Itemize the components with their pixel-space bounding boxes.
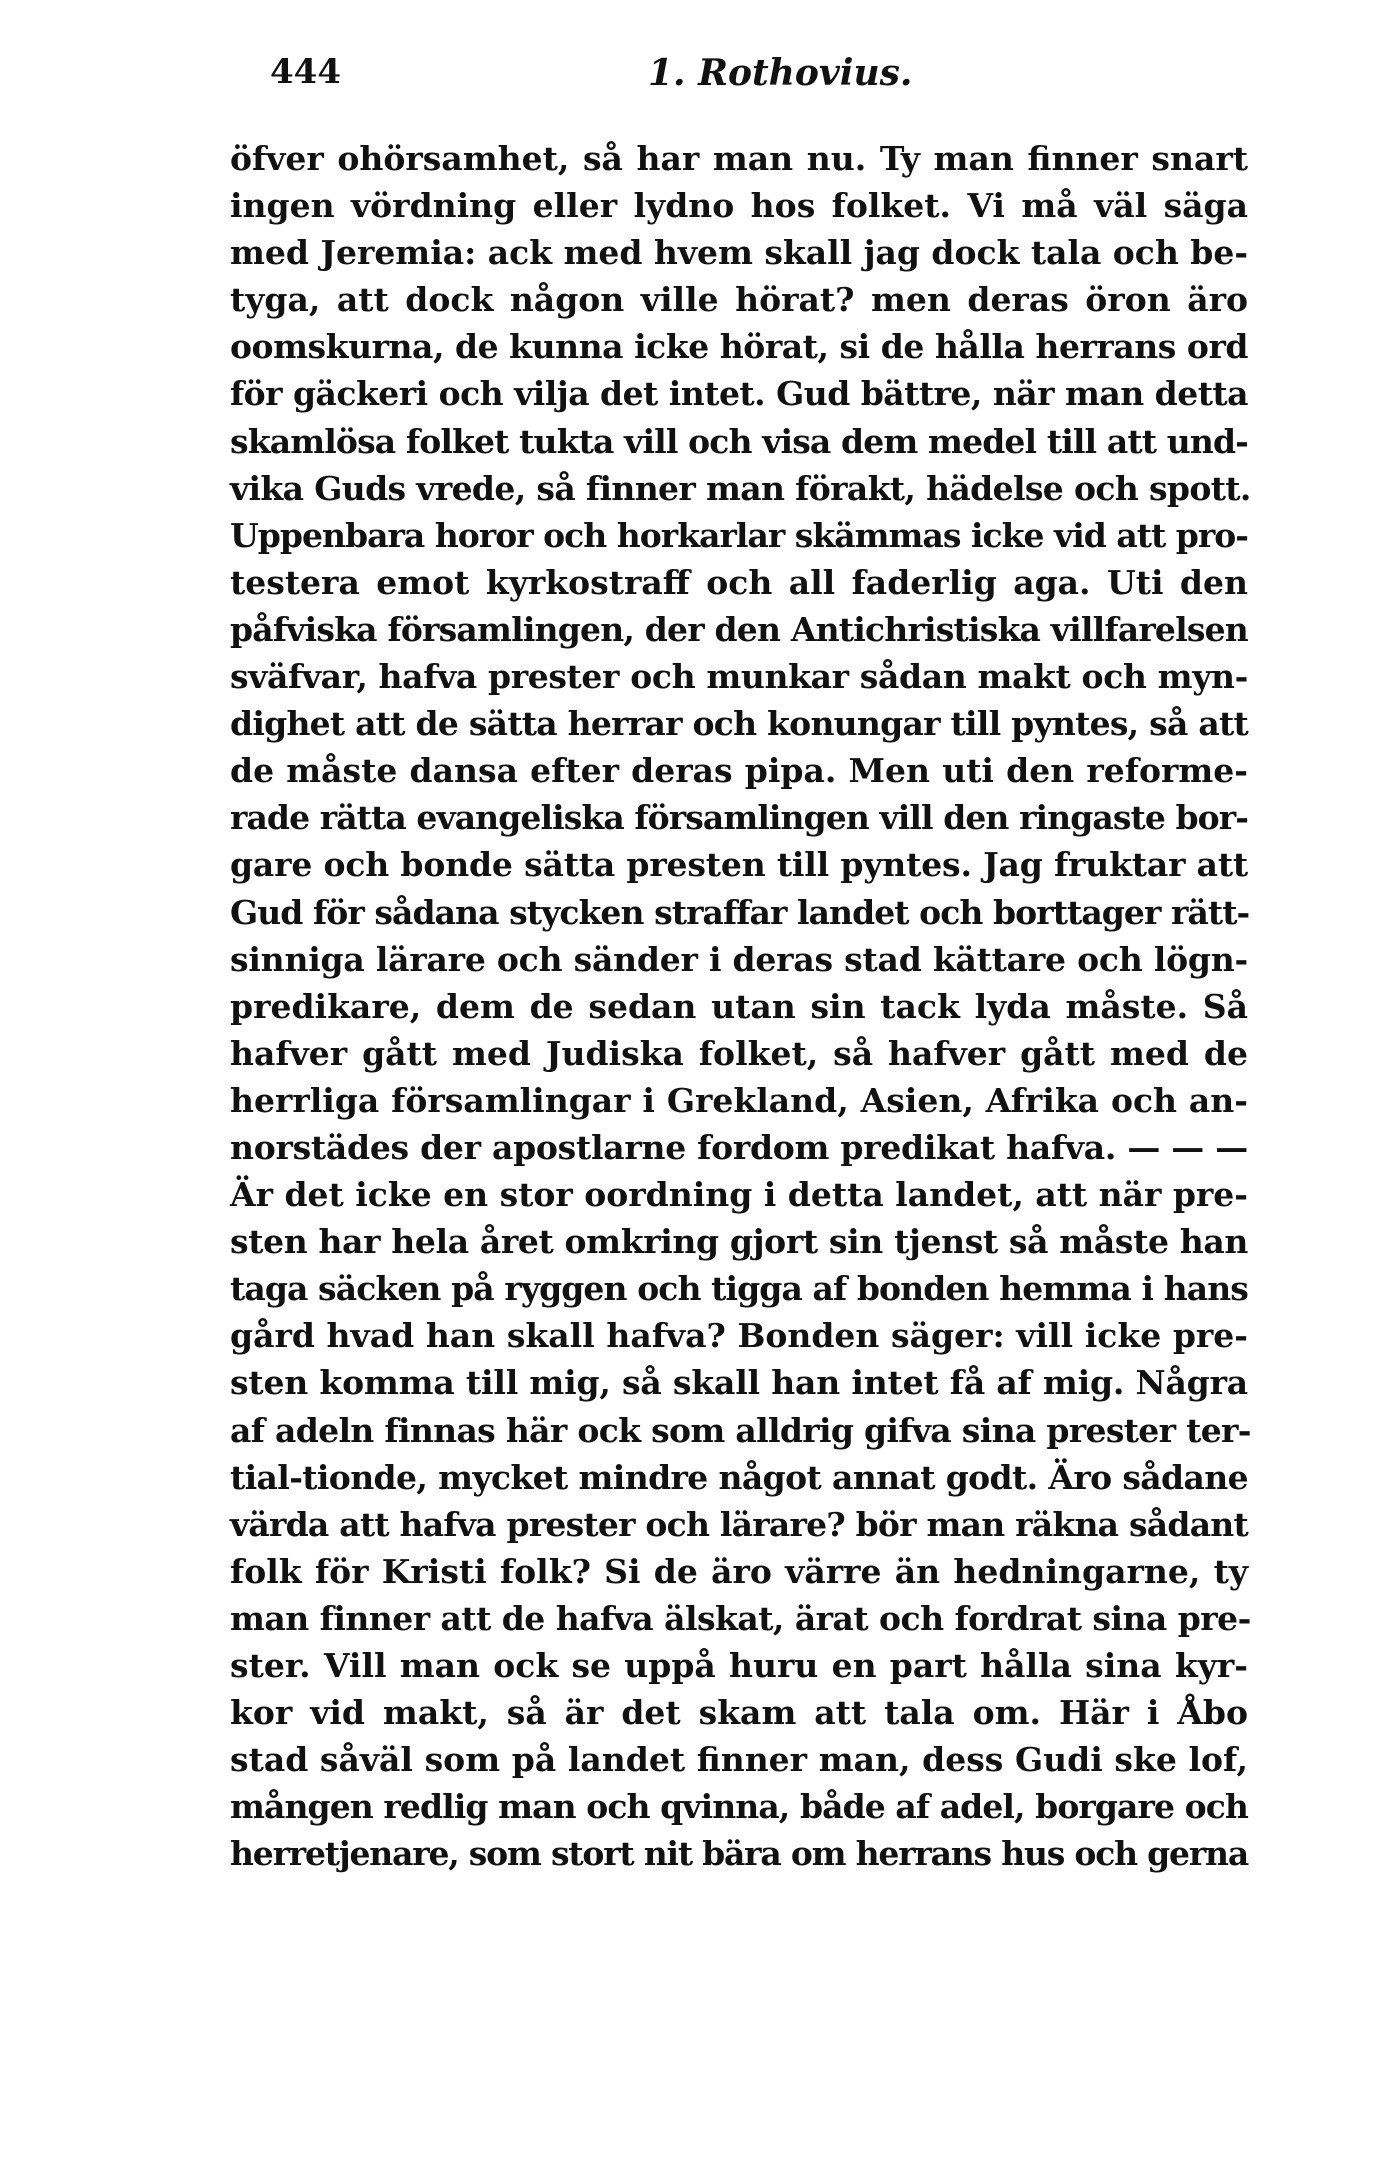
text-line: hafver gått med Judiska folket, så hafver gått med de: [230, 1033, 1248, 1073]
page-header: [270, 52, 1140, 102]
text-line: oomskurna, de kunna icke hörat, si de hålla herrans ord: [230, 327, 1248, 367]
text-line: stad såväl som på landet finner man, dess Gudi ske lof,: [230, 1740, 1248, 1780]
text-line: sväfvar, hafva prester och munkar sådan makt och myn-: [230, 657, 1248, 697]
text-line: testera emot kyrkostraff och all faderlig aga. Uti den: [230, 562, 1248, 602]
text-line: tial-tionde, mycket mindre något annat godt. Äro sådane: [230, 1457, 1248, 1497]
text-line: med Jeremia: ack med hvem skall jag dock tala och be-: [230, 233, 1248, 273]
text-line: dighet att de sätta herrar och konungar till pyntes, så att: [230, 704, 1248, 744]
text-line: gård hvad han skall hafva? Bonden säger: vill icke pre-: [230, 1316, 1248, 1356]
text-line: sten komma till mig, så skall han intet få af mig. Några: [230, 1363, 1248, 1403]
running-head: 1. Rothovius.: [648, 52, 913, 94]
text-line: taga säcken på ryggen och tigga af bonden hemma i hans: [230, 1269, 1248, 1309]
text-line: Uppenbara horor och horkarlar skämmas icke vid att pro-: [230, 515, 1248, 555]
text-line: vika Guds vrede, så finner man förakt, hädelse och spott.: [230, 468, 1251, 508]
text-line: herretjenare, som stort nit bära om herrans hus och gerna: [230, 1834, 1248, 1874]
text-line: för gäckeri och vilja det intet. Gud bättre, när man detta: [230, 374, 1248, 414]
text-line: ster. Vill man ock se uppå huru en part hålla sina kyr-: [230, 1646, 1248, 1685]
text-line: gare och bonde sätta presten till pyntes. Jag fruktar att: [230, 845, 1248, 885]
text-line: predikare, dem de sedan utan sin tack lyda måste. Så: [230, 986, 1248, 1026]
text-line: kor vid makt, så är det skam att tala om. Här i Åbo: [230, 1693, 1248, 1733]
text-line: rade rätta evangeliska församlingen vill den ringaste bor-: [230, 798, 1248, 838]
text-line: mången redlig man och qvinna, både af adel, borgare och: [230, 1787, 1248, 1827]
text-line: Gud för sådana stycken straffar landet och borttager rätt-: [230, 892, 1250, 932]
text-line: de måste dansa efter deras pipa. Men uti den reforme-: [230, 751, 1248, 791]
text-line: påfviska församlingen, der den Antichristiska villfarelsen: [230, 609, 1248, 649]
text-line: ingen vördning eller lydno hos folket. Vi må väl säga: [230, 186, 1248, 226]
text-line: folk för Kristi folk? Si de äro värre än hedningarne, ty: [230, 1551, 1248, 1591]
text-line: värda att hafva prester och lärare? bör man räkna sådant: [230, 1504, 1248, 1544]
text-line: tyga, att dock någon ville hörat? men deras öron äro: [230, 280, 1248, 320]
text-line: Är det icke en stor oordning i detta landet, att när pre-: [230, 1175, 1248, 1215]
text-line: norstädes der apostlarne fordom predikat hafva. — — —: [230, 1127, 1248, 1167]
text-line: öfver ohörsamhet, så har man nu. Ty man finner snart: [230, 139, 1248, 178]
text-line: af adeln finnas här ock som alldrig gifva sina prester ter-: [230, 1410, 1251, 1450]
body-text: [230, 135, 1251, 1877]
text-line: skamlösa folket tukta vill och visa dem medel till att und-: [230, 421, 1248, 461]
page-number: 444: [270, 52, 341, 92]
text-line: herrliga församlingar i Grekland, Asien, Afrika och an-: [230, 1080, 1248, 1120]
text-line: man finner att de hafva älskat, ärat och fordrat sina pre-: [230, 1598, 1251, 1638]
text-line: sten har hela året omkring gjort sin tjenst så måste han: [230, 1222, 1248, 1262]
text-line: sinniga lärare och sänder i deras stad kättare och lögn-: [230, 939, 1248, 979]
